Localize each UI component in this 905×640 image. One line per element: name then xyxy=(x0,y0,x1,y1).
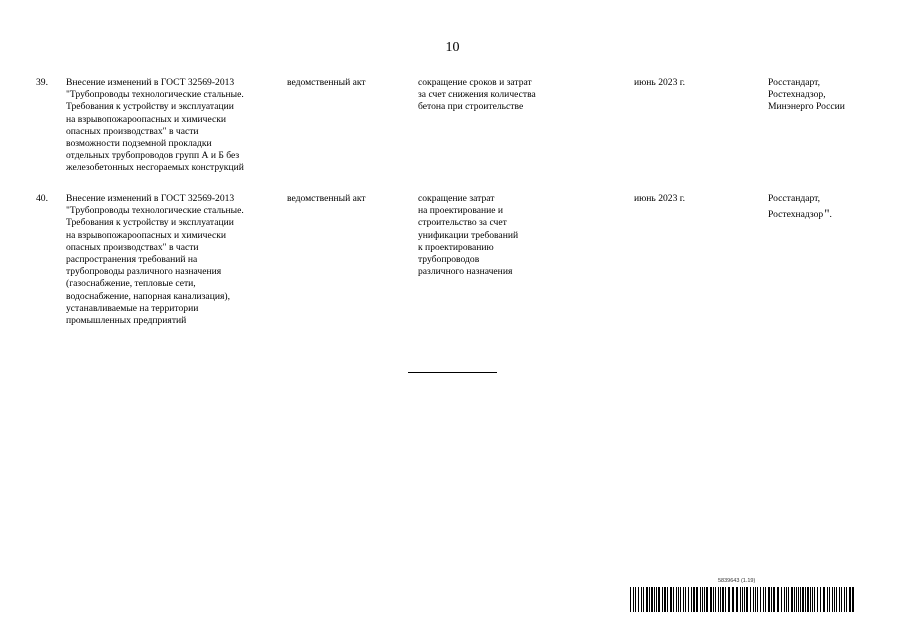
responsible-line: Росстандарт, xyxy=(768,193,821,204)
title-line: отдельных трубопроводов групп А и Б без xyxy=(66,150,240,162)
result-line: за счет снижения количества xyxy=(418,89,536,101)
responsible-line: Росстандарт, xyxy=(768,77,821,88)
title-line: Требования к устройству и эксплуатации xyxy=(66,101,234,113)
result-line: сокращение сроков и затрат xyxy=(418,77,532,88)
title-line: на взрывопожароопасных и химически xyxy=(66,113,227,125)
responsible-agencies xyxy=(768,77,845,114)
title-line: опасных производствах" в части xyxy=(66,125,199,137)
title-line: "Трубопроводы технологические стальные. xyxy=(66,205,244,217)
title-line: на взрывопожароопасных и химически xyxy=(66,229,227,241)
result-line: строительство за счет xyxy=(418,217,507,229)
row-number: 39. xyxy=(36,77,48,88)
title-line: Внесение изменений в ГОСТ 32569-2013 xyxy=(66,77,235,88)
result-line: бетона при строительстве xyxy=(418,101,524,113)
deadline: июнь 2023 г. xyxy=(634,193,686,204)
result-line: различного назначения xyxy=(418,266,513,278)
title-line: водоснабжение, напорная канализация), xyxy=(66,290,230,302)
measure-title xyxy=(66,193,244,327)
responsible-line: Минэнерго России xyxy=(768,101,845,113)
title-line: (газоснабжение, тепловые сети, xyxy=(66,278,196,290)
closing-period: . xyxy=(829,209,832,221)
responsible-line: Ростехнадзор, xyxy=(768,89,826,101)
result-line: сокращение затрат xyxy=(418,193,495,204)
responsible-agencies xyxy=(768,193,832,221)
title-line: "Трубопроводы технологические стальные. xyxy=(66,89,244,101)
title-line: возможности подземной прокладки xyxy=(66,138,212,150)
document-type: ведомственный акт xyxy=(287,77,366,88)
responsible-line-text: Ростехнадзор xyxy=(768,209,824,221)
barcode-image xyxy=(630,587,856,612)
section-divider xyxy=(408,372,497,373)
title-line: распространения требований на xyxy=(66,254,198,266)
closing-quote-mark: " xyxy=(824,206,830,222)
document-type: ведомственный акт xyxy=(287,193,366,204)
title-line: Требования к устройству и эксплуатации xyxy=(66,217,234,229)
responsible-line xyxy=(768,208,832,221)
title-line: железобетонных несгораемых конструкций xyxy=(66,162,244,174)
expected-result xyxy=(418,193,518,278)
title-line: промышленных предприятий xyxy=(66,315,187,327)
row-number: 40. xyxy=(36,193,48,204)
result-line: трубопроводов xyxy=(418,254,480,266)
result-line: на проектирование и xyxy=(418,205,504,217)
title-line: трубопроводы различного назначения xyxy=(66,266,222,278)
deadline: июнь 2023 г. xyxy=(634,77,686,88)
expected-result xyxy=(418,77,536,114)
page-number: 10 xyxy=(445,40,460,55)
result-line: к проектированию xyxy=(418,241,494,253)
title-line: устанавливаемые на территории xyxy=(66,302,199,314)
barcode-caption: 5839643 (1.19) xyxy=(718,578,756,584)
title-line: опасных производствах" в части xyxy=(66,241,199,253)
result-line: унификации требований xyxy=(418,229,519,241)
measure-title xyxy=(66,77,244,175)
title-line: Внесение изменений в ГОСТ 32569-2013 xyxy=(66,193,235,204)
